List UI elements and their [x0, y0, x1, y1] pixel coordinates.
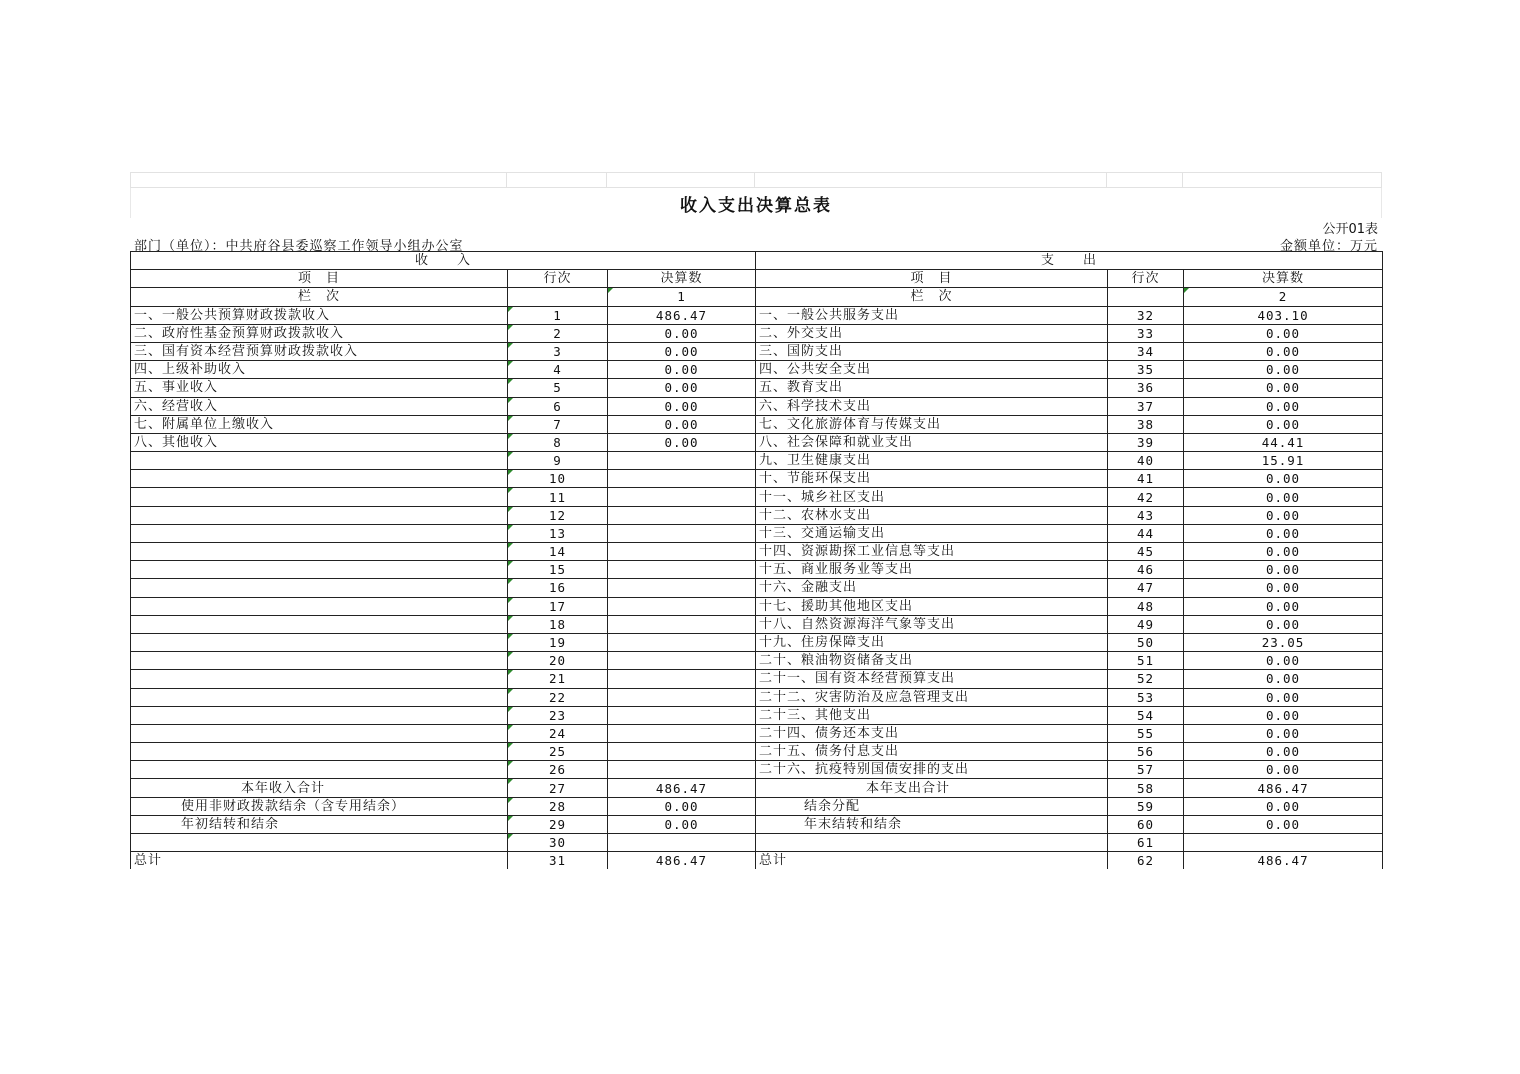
expense-item: 六、科学技术支出: [756, 397, 1108, 415]
income-item: [131, 470, 508, 488]
income-line: 14: [508, 543, 608, 561]
blank-right-value: [1184, 834, 1383, 852]
expense-line: 55: [1108, 724, 1184, 742]
blank-left-item: [131, 834, 508, 852]
income-amount: 0.00: [608, 433, 756, 451]
income-line: 8: [508, 433, 608, 451]
begin-balance-label: 年初结转和结余: [131, 815, 508, 833]
expense-amount: 0.00: [1184, 724, 1383, 742]
distribution-line: 59: [1108, 797, 1184, 815]
expense-amount: 0.00: [1184, 342, 1383, 360]
end-balance-line: 60: [1108, 815, 1184, 833]
income-item: [131, 579, 508, 597]
annual-total-row: [131, 779, 1383, 797]
expense-amount: 0.00: [1184, 361, 1383, 379]
table-row: [131, 506, 1383, 524]
income-item: 一、一般公共预算财政拨款收入: [131, 306, 508, 324]
income-item: [131, 488, 508, 506]
table-row: [131, 670, 1383, 688]
income-line-header: 行次: [508, 270, 608, 288]
income-item: [131, 615, 508, 633]
income-line: 12: [508, 506, 608, 524]
expense-item: 十五、商业服务业等支出: [756, 561, 1108, 579]
income-item: 八、其他收入: [131, 433, 508, 451]
income-amount: [608, 724, 756, 742]
table-row: [131, 415, 1383, 433]
income-amount: [608, 488, 756, 506]
table-row: [131, 724, 1383, 742]
income-item: 六、经营收入: [131, 397, 508, 415]
expense-amount: 0.00: [1184, 597, 1383, 615]
expense-line: 32: [1108, 306, 1184, 324]
report-sheet: [130, 172, 1382, 869]
expense-amount: 0.00: [1184, 561, 1383, 579]
expense-line: 35: [1108, 361, 1184, 379]
income-amount: [608, 561, 756, 579]
report-meta: [130, 218, 1382, 254]
column-number-row: [131, 288, 1383, 306]
expense-line: 53: [1108, 688, 1184, 706]
table-row: [131, 324, 1383, 342]
expense-amount-header: 决算数: [1184, 270, 1383, 288]
income-line: 11: [508, 488, 608, 506]
expense-amount: 0.00: [1184, 415, 1383, 433]
grand-total-row: [131, 852, 1383, 870]
income-line: 26: [508, 761, 608, 779]
income-line: 23: [508, 706, 608, 724]
grand-total-right-label: 总计: [756, 852, 1108, 870]
grand-total-left-line: 31: [508, 852, 608, 870]
income-item-header: 项 目: [131, 270, 508, 288]
income-column-blank: [508, 288, 608, 306]
expense-item: 二、外交支出: [756, 324, 1108, 342]
table-row: [131, 361, 1383, 379]
table-row: [131, 579, 1383, 597]
income-item: [131, 633, 508, 651]
expense-line: 34: [1108, 342, 1184, 360]
section-header-row: [131, 252, 1383, 270]
expense-item: 二十一、国有资本经营预算支出: [756, 670, 1108, 688]
income-amount: [608, 670, 756, 688]
income-amount: 0.00: [608, 361, 756, 379]
income-item: [131, 506, 508, 524]
income-line: 19: [508, 633, 608, 651]
income-line: 18: [508, 615, 608, 633]
amount-unit: 金额单位：万元: [1279, 239, 1378, 254]
expense-line: 49: [1108, 615, 1184, 633]
blank-right-item: [756, 834, 1108, 852]
income-column-label: 栏 次: [131, 288, 508, 306]
income-line: 25: [508, 743, 608, 761]
income-amount: [608, 633, 756, 651]
expense-line: 41: [1108, 470, 1184, 488]
income-amount: [608, 524, 756, 542]
expense-item: 一、一般公共服务支出: [756, 306, 1108, 324]
expense-line: 50: [1108, 633, 1184, 651]
table-row: [131, 488, 1383, 506]
income-item: [131, 761, 508, 779]
income-line: 2: [508, 324, 608, 342]
expense-amount: 0.00: [1184, 543, 1383, 561]
income-item: 七、附属单位上缴收入: [131, 415, 508, 433]
table-row: [131, 688, 1383, 706]
income-item: 三、国有资本经营预算财政拨款收入: [131, 342, 508, 360]
nonfiscal-value: 0.00: [608, 797, 756, 815]
grand-total-right-value: 486.47: [1184, 852, 1383, 870]
income-line: 10: [508, 470, 608, 488]
income-item: [131, 688, 508, 706]
expense-item: 二十三、其他支出: [756, 706, 1108, 724]
income-amount: [608, 652, 756, 670]
blank-left-value: [608, 834, 756, 852]
expense-item: 五、教育支出: [756, 379, 1108, 397]
income-amount: 0.00: [608, 379, 756, 397]
income-line: 6: [508, 397, 608, 415]
income-amount: [608, 579, 756, 597]
expense-amount: 23.05: [1184, 633, 1383, 651]
expense-item: 四、公共安全支出: [756, 361, 1108, 379]
income-item: [131, 670, 508, 688]
table-row: [131, 561, 1383, 579]
income-line: 13: [508, 524, 608, 542]
income-amount: 486.47: [608, 306, 756, 324]
expense-line: 57: [1108, 761, 1184, 779]
expense-item: 十八、自然资源海洋气象等支出: [756, 615, 1108, 633]
table-row: [131, 706, 1383, 724]
table-row: [131, 597, 1383, 615]
income-line: 17: [508, 597, 608, 615]
expense-column-label: 栏 次: [756, 288, 1108, 306]
expense-item: 十七、援助其他地区支出: [756, 597, 1108, 615]
income-amount: [608, 597, 756, 615]
expense-column-number: 2: [1184, 288, 1383, 306]
expense-amount: 0.00: [1184, 524, 1383, 542]
table-row: [131, 761, 1383, 779]
end-balance-value: 0.00: [1184, 815, 1383, 833]
expense-amount: 44.41: [1184, 433, 1383, 451]
table-row: [131, 633, 1383, 651]
table-row: [131, 452, 1383, 470]
end-balance-label: 年末结转和结余: [756, 815, 1108, 833]
income-line: 3: [508, 342, 608, 360]
income-amount: 0.00: [608, 342, 756, 360]
income-column-number: 1: [608, 288, 756, 306]
income-amount: 0.00: [608, 415, 756, 433]
expense-item: 十四、资源勘探工业信息等支出: [756, 543, 1108, 561]
expense-item: 二十二、灾害防治及应急管理支出: [756, 688, 1108, 706]
income-item: [131, 597, 508, 615]
table-row: [131, 524, 1383, 542]
income-amount: [608, 470, 756, 488]
expense-item: 八、社会保障和就业支出: [756, 433, 1108, 451]
report-title: 收入支出决算总表: [680, 195, 832, 216]
income-amount-header: 决算数: [608, 270, 756, 288]
expense-line: 54: [1108, 706, 1184, 724]
income-item: 五、事业收入: [131, 379, 508, 397]
expense-amount: 403.10: [1184, 306, 1383, 324]
income-item: [131, 543, 508, 561]
expense-item: 三、国防支出: [756, 342, 1108, 360]
expense-amount: 0.00: [1184, 488, 1383, 506]
expense-section-header: 支 出: [756, 252, 1383, 270]
blank-summary-row: [131, 834, 1383, 852]
expense-total-line: 58: [1108, 779, 1184, 797]
income-amount: [608, 688, 756, 706]
expense-item: 十九、住房保障支出: [756, 633, 1108, 651]
income-item: [131, 724, 508, 742]
expense-item: 十三、交通运输支出: [756, 524, 1108, 542]
form-code: 公开01表: [1322, 222, 1378, 237]
expense-line: 48: [1108, 597, 1184, 615]
expense-line: 45: [1108, 543, 1184, 561]
table-row: [131, 652, 1383, 670]
expense-line: 44: [1108, 524, 1184, 542]
income-amount: [608, 543, 756, 561]
income-line: 16: [508, 579, 608, 597]
expense-item: 十一、城乡社区支出: [756, 488, 1108, 506]
table-row: [131, 543, 1383, 561]
expense-amount: 0.00: [1184, 379, 1383, 397]
expense-amount: 0.00: [1184, 670, 1383, 688]
income-item: [131, 743, 508, 761]
expense-line: 51: [1108, 652, 1184, 670]
expense-amount: 0.00: [1184, 506, 1383, 524]
expense-line: 33: [1108, 324, 1184, 342]
expense-line: 39: [1108, 433, 1184, 451]
expense-item: 二十五、债务付息支出: [756, 743, 1108, 761]
expense-item: 十、节能环保支出: [756, 470, 1108, 488]
income-item: 四、上级补助收入: [131, 361, 508, 379]
income-line: 5: [508, 379, 608, 397]
nonfiscal-row: [131, 797, 1383, 815]
income-line: 9: [508, 452, 608, 470]
income-amount: [608, 743, 756, 761]
table-row: [131, 615, 1383, 633]
income-amount: [608, 706, 756, 724]
expense-amount: 0.00: [1184, 615, 1383, 633]
blank-right-line: 61: [1108, 834, 1184, 852]
expense-item: 二十、粮油物资储备支出: [756, 652, 1108, 670]
income-amount: [608, 506, 756, 524]
expense-line: 46: [1108, 561, 1184, 579]
grand-total-left-label: 总计: [131, 852, 508, 870]
income-total-label: 本年收入合计: [131, 779, 508, 797]
table-row: [131, 379, 1383, 397]
expense-amount: 15.91: [1184, 452, 1383, 470]
expense-item: 二十四、债务还本支出: [756, 724, 1108, 742]
expense-amount: 0.00: [1184, 652, 1383, 670]
grand-total-left-value: 486.47: [608, 852, 756, 870]
income-section-header: 收 入: [131, 252, 756, 270]
expense-line: 38: [1108, 415, 1184, 433]
expense-item: 二十六、抗疫特别国债安排的支出: [756, 761, 1108, 779]
income-item: [131, 706, 508, 724]
table-row: [131, 306, 1383, 324]
expense-line: 52: [1108, 670, 1184, 688]
income-amount: [608, 452, 756, 470]
blank-left-line: 30: [508, 834, 608, 852]
expense-line: 43: [1108, 506, 1184, 524]
income-line: 21: [508, 670, 608, 688]
income-expense-table: [130, 251, 1383, 869]
income-item: [131, 652, 508, 670]
expense-line: 47: [1108, 579, 1184, 597]
income-line: 1: [508, 306, 608, 324]
table-row: [131, 743, 1383, 761]
begin-balance-line: 29: [508, 815, 608, 833]
expense-amount: 0.00: [1184, 761, 1383, 779]
expense-item: 七、文化旅游体育与传媒支出: [756, 415, 1108, 433]
table-row: [131, 470, 1383, 488]
income-item: [131, 524, 508, 542]
income-line: 24: [508, 724, 608, 742]
income-item: 二、政府性基金预算财政拨款收入: [131, 324, 508, 342]
expense-line: 37: [1108, 397, 1184, 415]
distribution-label: 结余分配: [756, 797, 1108, 815]
income-total-line: 27: [508, 779, 608, 797]
income-item: [131, 452, 508, 470]
expense-amount: 0.00: [1184, 706, 1383, 724]
expense-total-value: 486.47: [1184, 779, 1383, 797]
table-row: [131, 342, 1383, 360]
expense-item: 十二、农林水支出: [756, 506, 1108, 524]
begin-balance-value: 0.00: [608, 815, 756, 833]
expense-amount: 0.00: [1184, 397, 1383, 415]
expense-amount: 0.00: [1184, 579, 1383, 597]
expense-item-header: 项 目: [756, 270, 1108, 288]
nonfiscal-label: 使用非财政拨款结余（含专用结余）: [131, 797, 508, 815]
expense-amount: 0.00: [1184, 743, 1383, 761]
expense-column-blank: [1108, 288, 1184, 306]
income-amount: 0.00: [608, 397, 756, 415]
income-line: 4: [508, 361, 608, 379]
income-amount: 0.00: [608, 324, 756, 342]
income-amount: [608, 761, 756, 779]
expense-line: 42: [1108, 488, 1184, 506]
expense-item: 十六、金融支出: [756, 579, 1108, 597]
expense-total-label: 本年支出合计: [756, 779, 1108, 797]
column-header-row: [131, 270, 1383, 288]
income-item: [131, 561, 508, 579]
expense-line: 40: [1108, 452, 1184, 470]
department-label: 部门（单位）：中共府谷县委巡察工作领导小组办公室: [134, 239, 464, 254]
income-line: 7: [508, 415, 608, 433]
expense-amount: 0.00: [1184, 470, 1383, 488]
income-line: 22: [508, 688, 608, 706]
expense-item: 九、卫生健康支出: [756, 452, 1108, 470]
expense-line-header: 行次: [1108, 270, 1184, 288]
sheet-gridlines: [130, 172, 1382, 188]
table-row: [131, 397, 1383, 415]
distribution-value: 0.00: [1184, 797, 1383, 815]
expense-line: 36: [1108, 379, 1184, 397]
grand-total-right-line: 62: [1108, 852, 1184, 870]
income-total-value: 486.47: [608, 779, 756, 797]
table-row: [131, 433, 1383, 451]
title-row: [130, 188, 1382, 218]
expense-amount: 0.00: [1184, 324, 1383, 342]
carryover-row: [131, 815, 1383, 833]
income-line: 15: [508, 561, 608, 579]
nonfiscal-line: 28: [508, 797, 608, 815]
expense-amount: 0.00: [1184, 688, 1383, 706]
expense-line: 56: [1108, 743, 1184, 761]
income-line: 20: [508, 652, 608, 670]
income-amount: [608, 615, 756, 633]
